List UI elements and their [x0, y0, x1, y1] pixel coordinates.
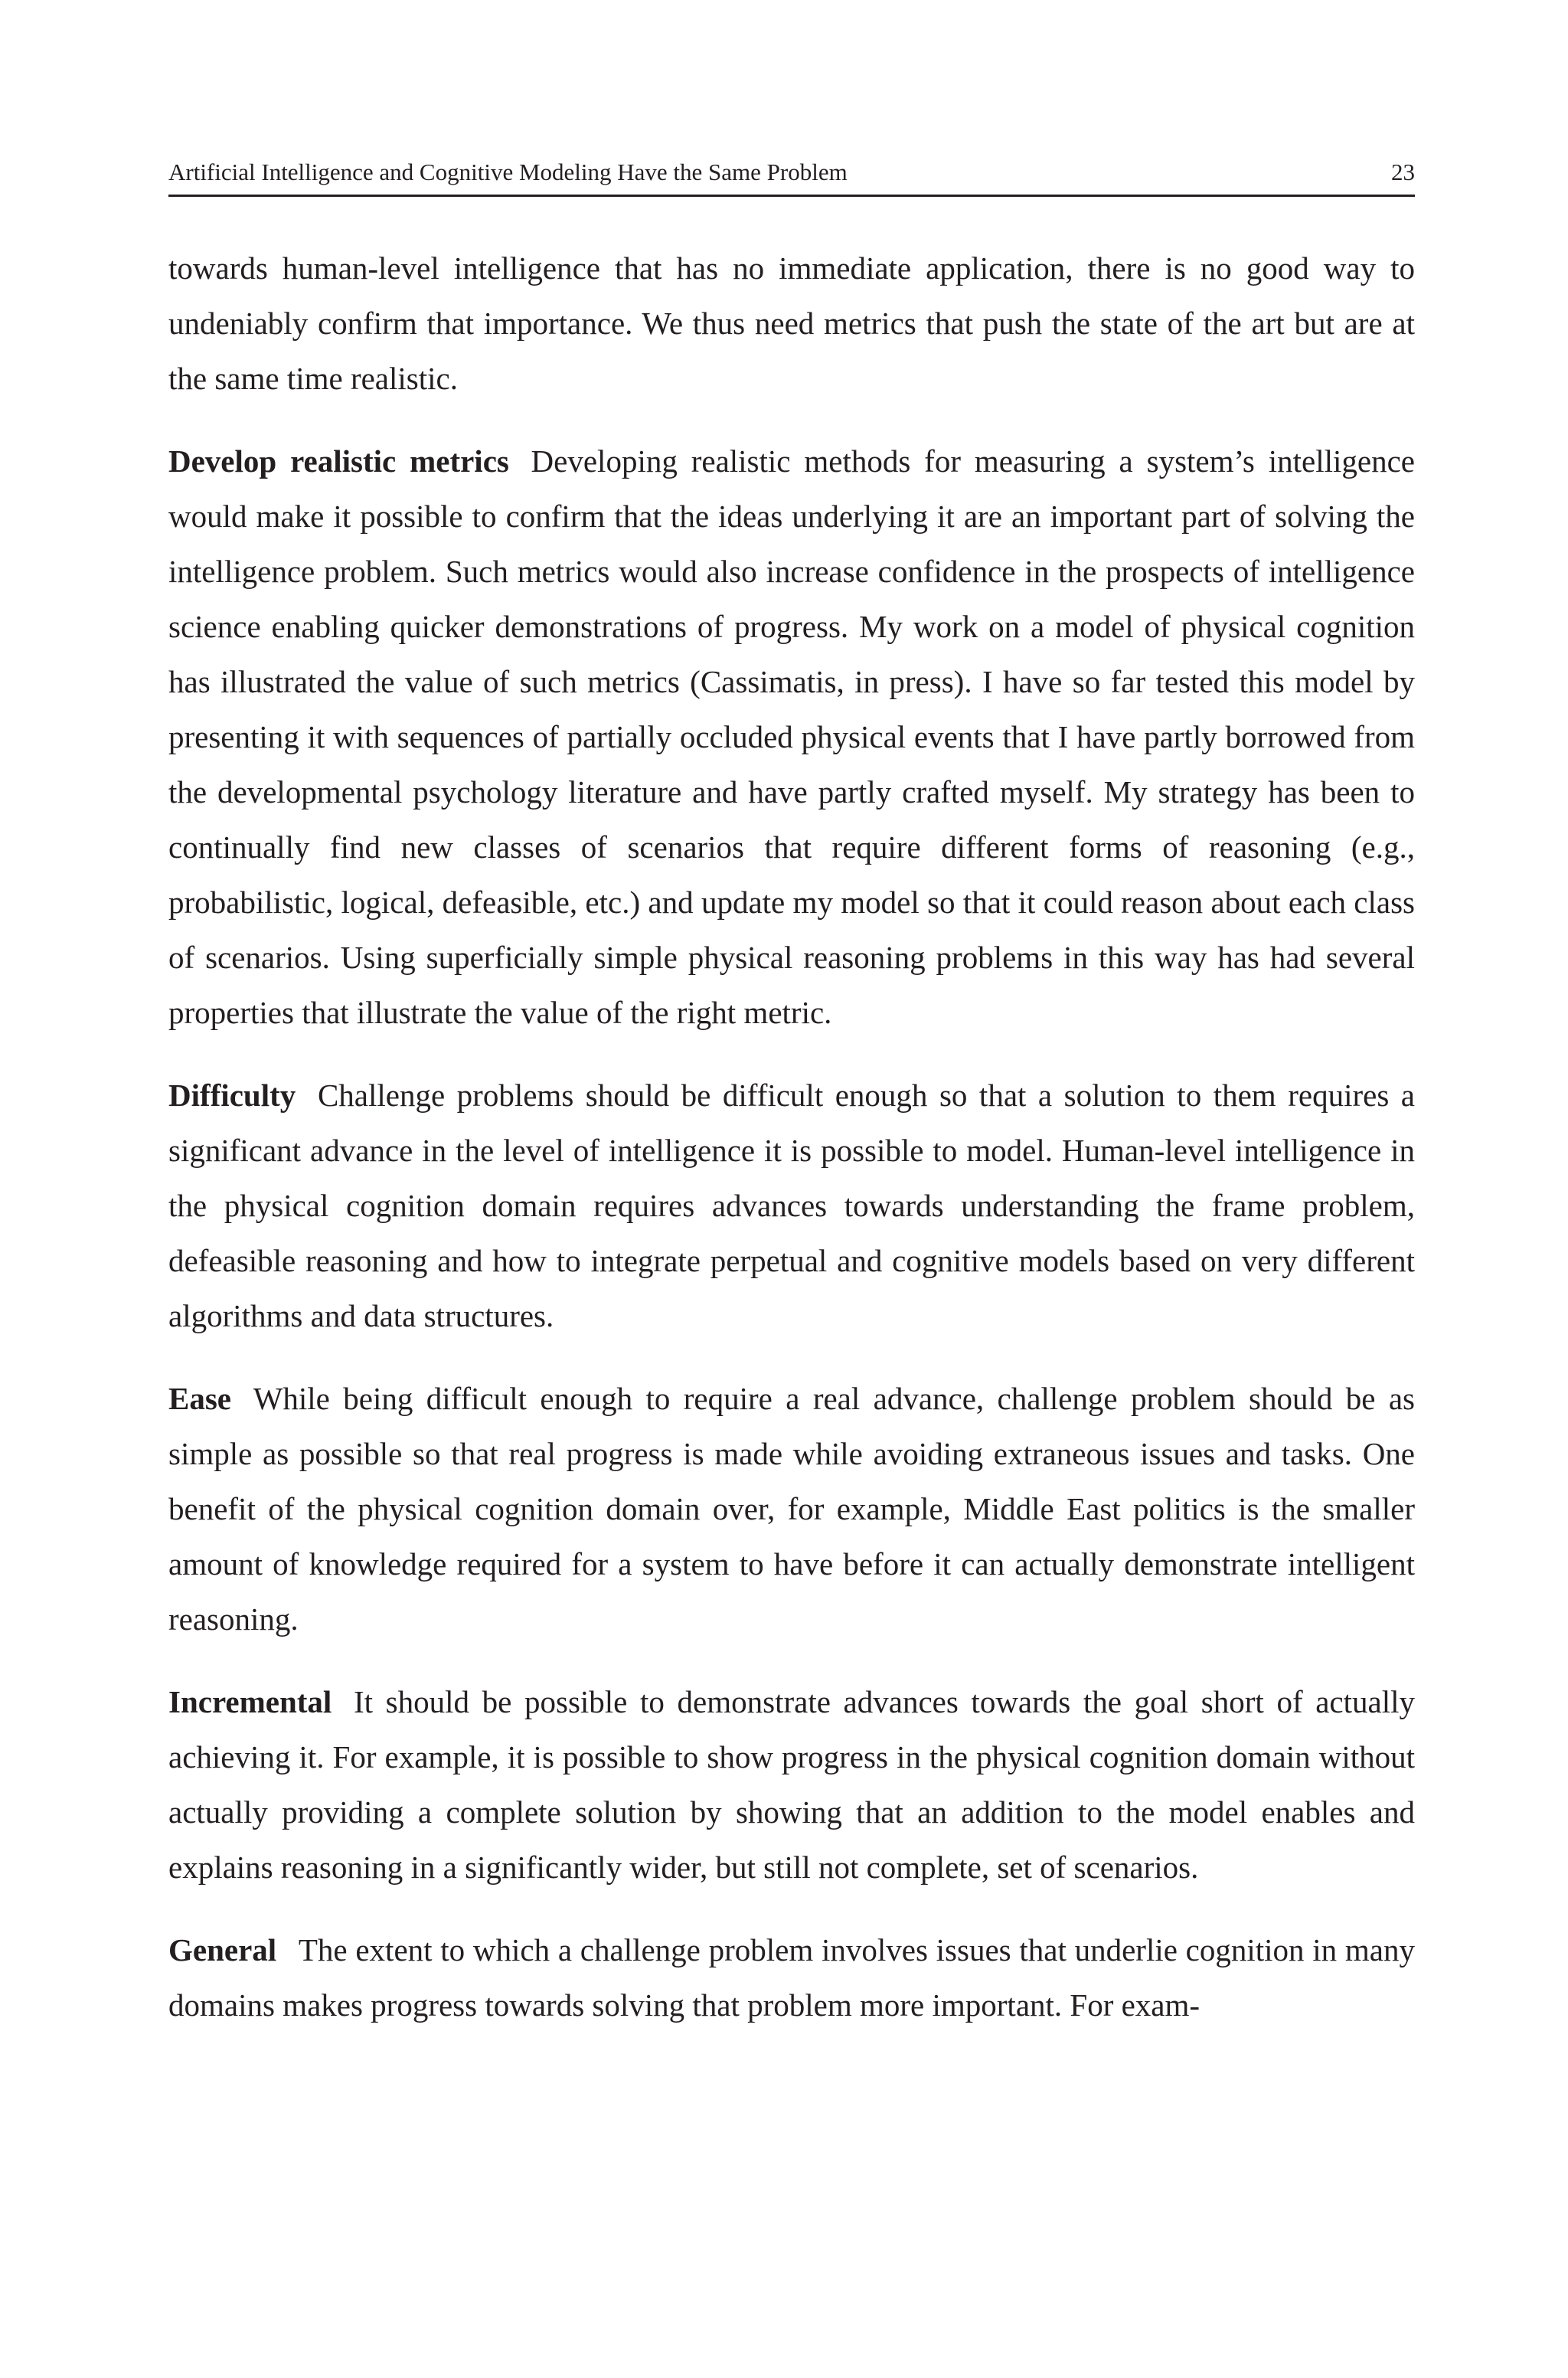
- page-number: 23: [1391, 159, 1415, 185]
- book-page: [168, 0, 1415, 2378]
- run-in-heading: General: [168, 1932, 277, 1967]
- body-text: [168, 240, 1415, 2060]
- running-title: Artificial Intelligence and Cognitive Modeling Have the Same Problem: [168, 159, 848, 185]
- running-header: [168, 156, 1415, 197]
- paragraph-text: While being difficult enough to require a real advance, challenge problem should be as simple as possible so that real progress is made while avoiding extraneous issues and tasks. One benefit of the physical cognition domain over, for example, Middle East politics is the smaller amount of knowledge required for a system to have before it can actually demonstrate intelligent reasoning.: [168, 1381, 1415, 1637]
- paragraph-text: towards human-level intelligence that has no immediate application, there is no good way to undeniably confirm that importance. We thus need metrics that push the state of the art but are at the same time realistic.: [168, 250, 1415, 396]
- paragraph-text: Challenge problems should be difficult enough so that a solution to them requires a significant advance in the level of intelligence it is possible to model. Human-level intelligence in the physical cognition domain requires advances towards understanding the frame problem, defeasible reasoning and how to integrate perpetual and cognitive models based on very different algorithms and data structures.: [168, 1078, 1415, 1333]
- paragraph-develop-realistic-metrics: [168, 433, 1415, 1040]
- paragraph-continuation: [168, 240, 1415, 406]
- run-in-heading: Incremental: [168, 1684, 332, 1719]
- paragraph-difficulty: [168, 1068, 1415, 1343]
- run-in-heading: Ease: [168, 1381, 231, 1416]
- run-in-heading: Difficulty: [168, 1078, 296, 1113]
- run-in-heading: Develop realistic metrics: [168, 443, 509, 479]
- paragraph-text: The extent to which a challenge problem involves issues that underlie cognition in many domains makes progress towards solving that problem more important. For exam-: [168, 1932, 1415, 2023]
- paragraph-text: It should be possible to demonstrate advances towards the goal short of actually achieving it. For example, it is possible to show progress in the physical cognition domain without actually providing a complete solution by showing that an addition to the model enables and explains reasoning in a significantly wider, but still not complete, set of scenarios.: [168, 1684, 1415, 1885]
- paragraph-ease: [168, 1371, 1415, 1647]
- paragraph-incremental: [168, 1674, 1415, 1895]
- paragraph-general: [168, 1922, 1415, 2033]
- paragraph-text: Developing realistic methods for measuring a system’s intelligence would make it possible to confirm that the ideas underlying it are an important part of solving the intelligence problem. Such metrics would also increase confidence in the prospects of intelligence science enabling quicker demonstrations of progress. My work on a model of physical cognition has illustrated the value of such metrics (Cassimatis, in press). I have so far tested this model by presenting it with sequences of partially occluded physical events that I have partly borrowed from the developmental psychology literature and have partly crafted myself. My strategy has been to continually find new classes of scenarios that require different forms of reasoning (e.g., probabilistic, logical, defeasible, etc.) and update my model so that it could reason about each class of scenarios. Using superficially simple physical reasoning problems in this way has had several properties that illustrate the value of the right metric.: [168, 443, 1415, 1030]
